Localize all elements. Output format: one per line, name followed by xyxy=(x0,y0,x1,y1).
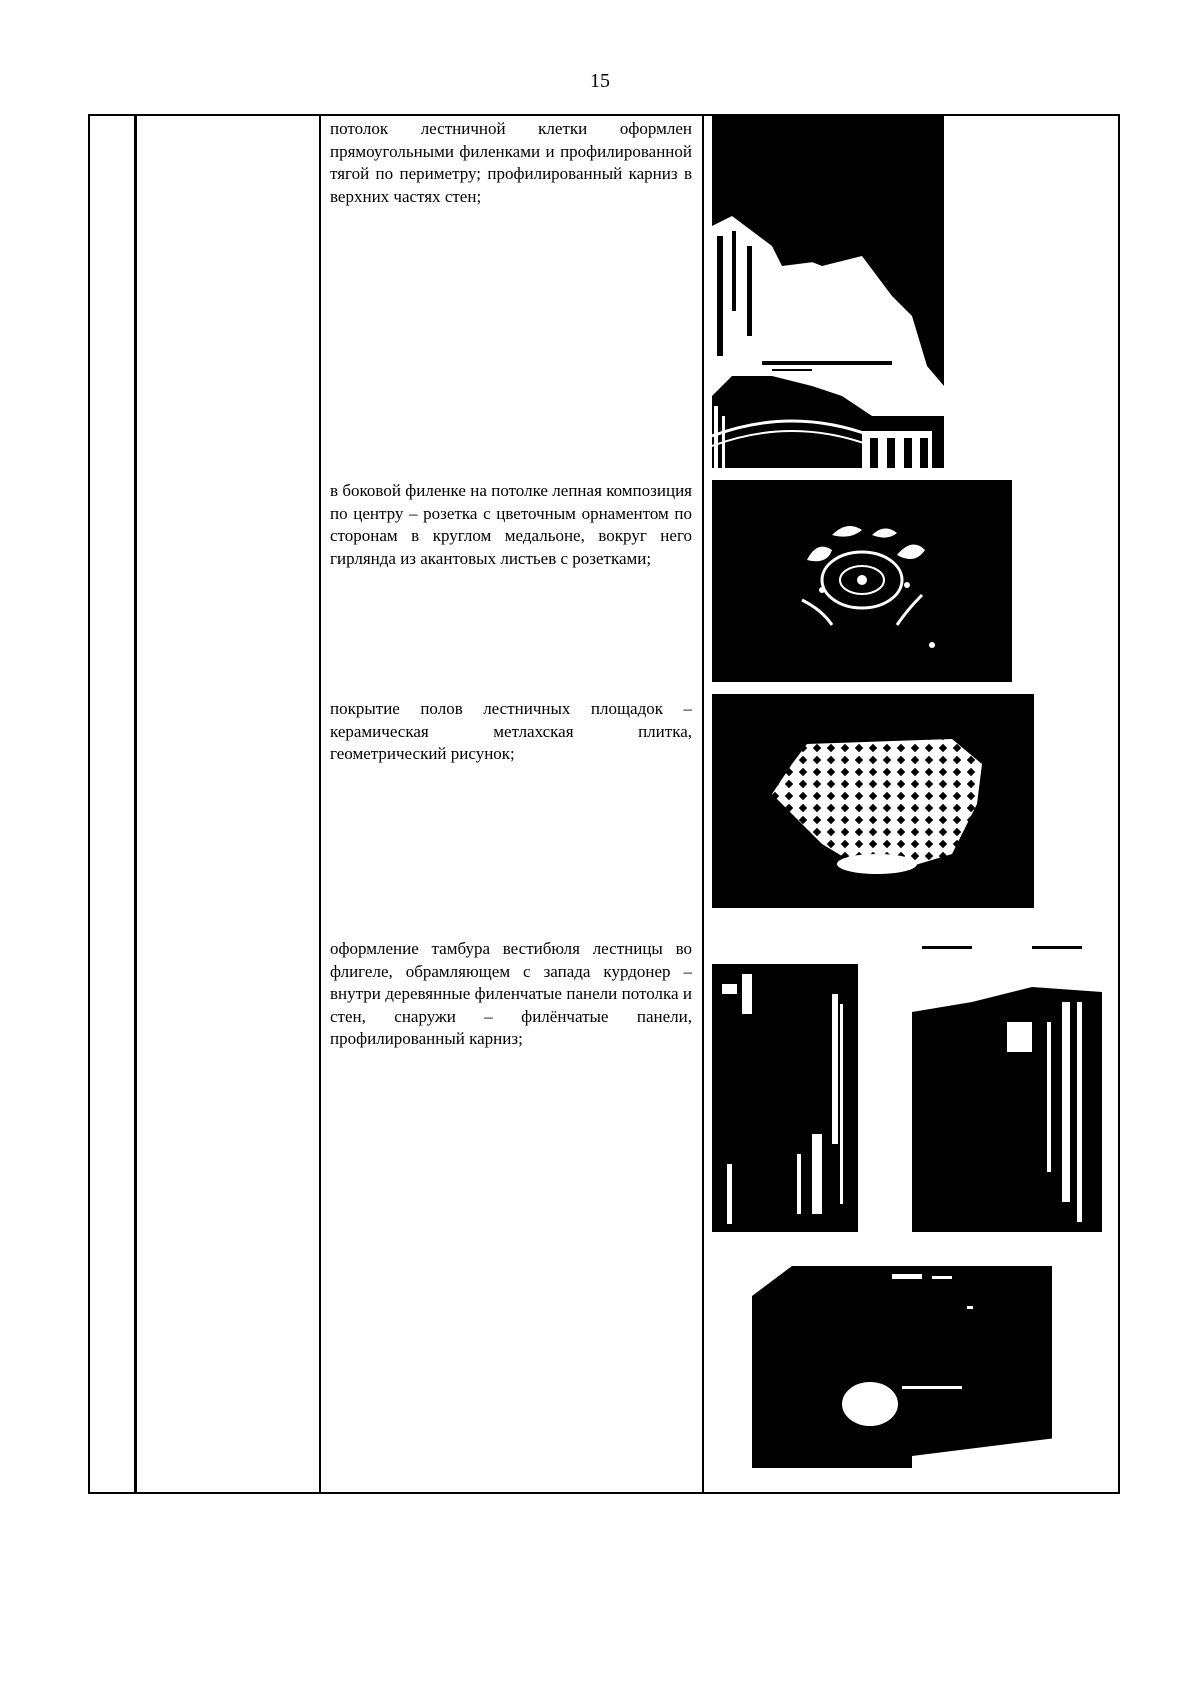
photo-vestibule-interior xyxy=(712,964,858,1232)
page-number: 15 xyxy=(590,70,610,92)
photo-vestibule-exterior xyxy=(752,1266,1072,1468)
column-divider xyxy=(319,116,321,1492)
photo-stucco-rosette xyxy=(712,480,1012,682)
row-2-description: в боковой филенке на потолке лепная композиция по центру – розетка с цветочным орнаментом по сторонам в круглом медальоне, вокруг него гирлянда из акантовых листьев с розетками; xyxy=(330,481,692,568)
photo-vestibule-ceiling xyxy=(912,942,1102,1232)
row-3-description: покрытие полов лестничных площадок – керамическая метлахская плитка, геометрический рисунок; xyxy=(330,699,692,764)
row-4-description: оформление тамбура вестибюля лестницы во флигеле, обрамляющем с запада курдонер – внутри деревянные филенчатые панели потолка и стен, снаружи – филёнчатые панели, профилированный карниз; xyxy=(330,939,692,1049)
description-table xyxy=(88,114,1120,1494)
column-divider xyxy=(702,116,704,1492)
row-1-description: потолок лестничной клетки оформлен прямоугольными филенками и профилированной тягой по периметру; профилированный карниз в верхних частях стен; xyxy=(330,119,692,206)
photo-floor-tile xyxy=(712,694,1034,908)
photo-staircase-ceiling xyxy=(712,116,944,468)
column-divider xyxy=(134,116,137,1492)
